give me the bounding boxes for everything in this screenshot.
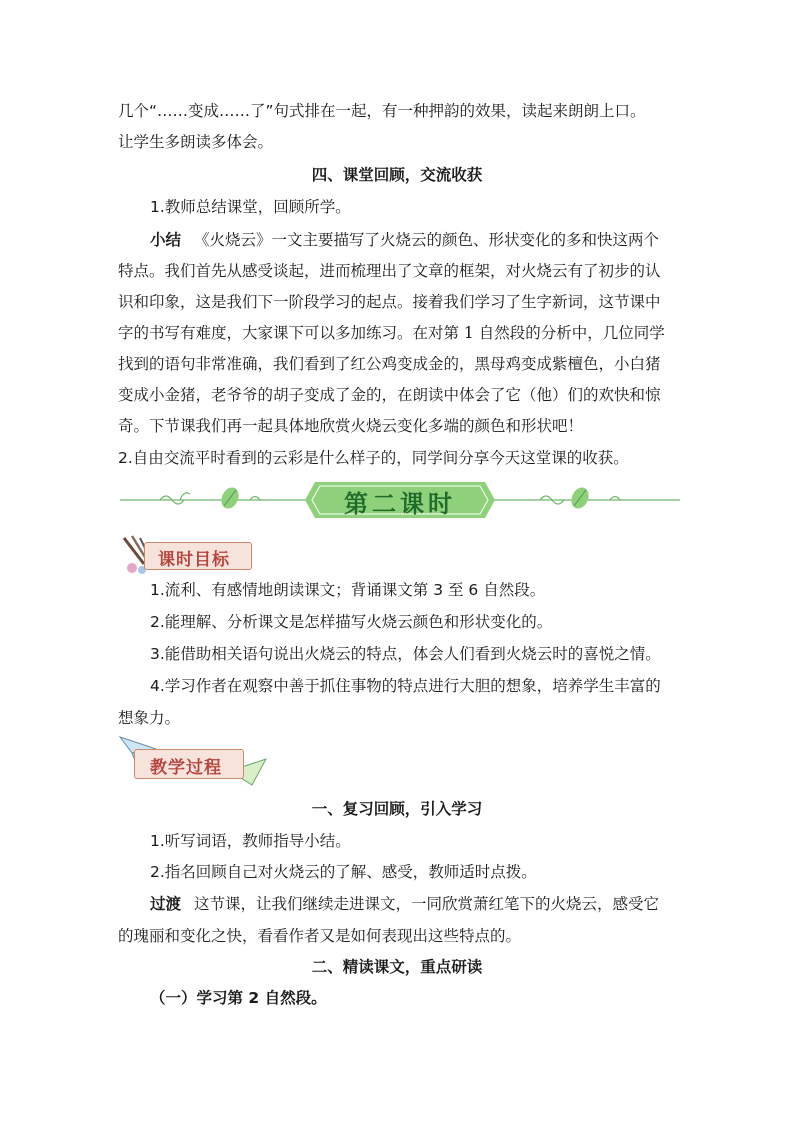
goal-item: 4.学习作者在观察中善于抓住事物的特点进行大胆的想象，培养学生丰富的 <box>150 677 661 695</box>
goals-badge <box>118 534 258 578</box>
section-heading: 一、复习回顾，引入学习 <box>311 800 483 818</box>
summary-text: 字的书写有难度，大家课下可以多加练习。在对第 1 自然段的分析中，几位同学 <box>118 324 665 342</box>
list-item: 2.自由交流平时看到的云彩是什么样子的，同学间分享今天这堂课的收获。 <box>118 449 629 467</box>
summary-text: 识和印象，这是我们下一阶段学习的起点。接着我们学习了生字新词，这节课中 <box>118 293 661 311</box>
list-item: 2.指名回顾自己对火烧云的了解、感受，教师适时点拨。 <box>150 863 537 881</box>
process-badge-label: 教学过程 <box>150 758 222 778</box>
goal-item: 1.流利、有感情地朗读课文；背诵课文第 3 至 6 自然段。 <box>150 581 546 599</box>
transition-text: 的瑰丽和变化之快，看看作者又是如何表现出这些特点的。 <box>118 927 522 945</box>
summary-first-line <box>150 229 659 251</box>
transition-label: 过渡 <box>150 895 182 913</box>
lesson-title: 第二课时 <box>344 489 456 518</box>
goal-item: 2.能理解、分析课文是怎样描写火烧云颜色和形状变化的。 <box>150 613 553 631</box>
section-heading: 二、精读课文，重点研读 <box>311 958 483 976</box>
section-heading: 四、课堂回顾，交流收获 <box>311 166 483 184</box>
summary-text: 《火烧云》一文主要描写了火烧云的颜色、形状变化的多和快这两个 <box>193 231 659 249</box>
paragraph-line: 让学生多朗读多体会。 <box>118 133 274 151</box>
summary-text: 找到的语句非常准确，我们看到了红公鸡变成金的，黑母鸡变成紫檀色，小白猪 <box>118 355 661 373</box>
transition-text: 这节课，让我们继续走进课文，一同欣赏萧红笔下的火烧云，感受它 <box>193 895 659 913</box>
lesson-banner <box>120 478 680 522</box>
list-item: 1.听写词语，教师指导小结。 <box>150 832 351 850</box>
goal-item: 想象力。 <box>118 709 181 727</box>
process-badge <box>118 735 268 787</box>
sub-heading: （一）学习第 2 自然段。 <box>150 989 327 1007</box>
transition-first-line <box>150 893 659 915</box>
summary-text: 奇。下节课我们再一起具体地欣赏火烧云变化多端的颜色和形状吧！ <box>118 417 584 435</box>
paragraph-line: 几个“……变成……了”句式排在一起，有一种押韵的效果，读起来朗朗上口。 <box>118 102 646 120</box>
goal-item: 3.能借助相关语句说出火烧云的特点，体会人们看到火烧云时的喜悦之情。 <box>150 645 661 663</box>
summary-text: 变成小金猪，老爷爷的胡子变成了金的，在朗读中体会了它（他）们的欢快和惊 <box>118 386 661 404</box>
summary-label: 小结 <box>150 231 182 249</box>
list-item: 1.教师总结课堂，回顾所学。 <box>150 198 351 216</box>
goals-badge-label: 课时目标 <box>158 550 230 570</box>
summary-text: 特点。我们首先从感受谈起，进而梳理出了文章的框架，对火烧云有了初步的认 <box>118 262 661 280</box>
